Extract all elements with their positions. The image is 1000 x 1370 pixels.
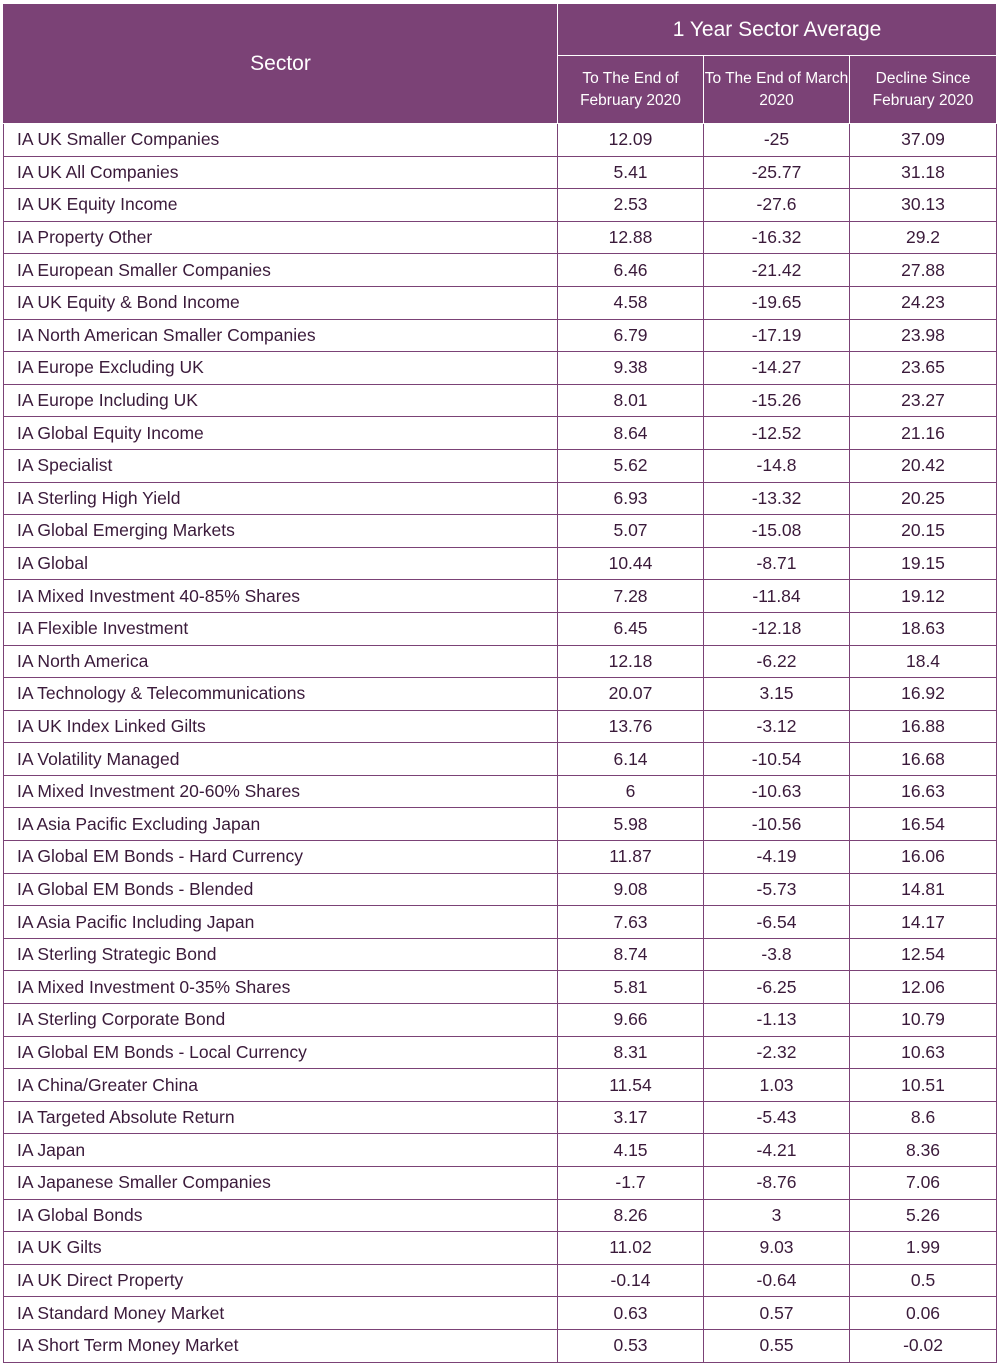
table-row (4, 417, 997, 450)
feb-2020-value-cell: 7.28 (558, 580, 704, 613)
mar-2020-value-cell: 0.57 (704, 1297, 850, 1330)
sector-name-cell: IA Japan (4, 1134, 558, 1167)
table-row (4, 971, 997, 1004)
sector-name-cell: IA Technology & Telecommunications (4, 678, 558, 711)
feb-2020-value-cell: 8.26 (558, 1199, 704, 1232)
decline-value-cell: 16.92 (850, 678, 997, 711)
sector-name-cell: IA Targeted Absolute Return (4, 1101, 558, 1134)
sector-performance-table (3, 3, 997, 1363)
mar-2020-value-cell: -6.54 (704, 906, 850, 939)
decline-value-cell: 18.4 (850, 645, 997, 678)
sector-name-cell: IA Short Term Money Market (4, 1329, 558, 1362)
mar-2020-value-cell: -3.12 (704, 710, 850, 743)
table-row (4, 1232, 997, 1265)
mar-2020-value-cell: 3.15 (704, 678, 850, 711)
decline-value-cell: 20.15 (850, 515, 997, 548)
feb-2020-value-cell: 9.08 (558, 873, 704, 906)
sector-name-cell: IA Global Equity Income (4, 417, 558, 450)
sector-name-cell: IA Standard Money Market (4, 1297, 558, 1330)
sector-name-cell: IA Europe Including UK (4, 384, 558, 417)
table-row (4, 1167, 997, 1200)
sector-name-cell: IA Sterling Corporate Bond (4, 1004, 558, 1037)
table-row (4, 841, 997, 874)
decline-value-cell: 8.36 (850, 1134, 997, 1167)
mar-2020-value-cell: -10.54 (704, 743, 850, 776)
table-row (4, 808, 997, 841)
table-row (4, 547, 997, 580)
decline-value-cell: 20.25 (850, 482, 997, 515)
decline-value-cell: 12.54 (850, 938, 997, 971)
sector-name-cell: IA UK All Companies (4, 156, 558, 189)
mar-2020-value-cell: -4.21 (704, 1134, 850, 1167)
feb-2020-value-cell: 10.44 (558, 547, 704, 580)
feb-2020-value-cell: 5.07 (558, 515, 704, 548)
decline-value-cell: 19.15 (850, 547, 997, 580)
mar-2020-column-header: To The End of March 2020 (704, 56, 850, 124)
mar-2020-value-cell: -11.84 (704, 580, 850, 613)
table-row (4, 352, 997, 385)
feb-2020-value-cell: 6.45 (558, 612, 704, 645)
sector-name-cell: IA China/Greater China (4, 1069, 558, 1102)
table-row (4, 189, 997, 222)
table-row (4, 1329, 997, 1362)
table-row (4, 645, 997, 678)
table-row (4, 254, 997, 287)
mar-2020-value-cell: -19.65 (704, 286, 850, 319)
decline-value-cell: 30.13 (850, 189, 997, 222)
table-row (4, 938, 997, 971)
table-row (4, 775, 997, 808)
decline-value-cell: 23.27 (850, 384, 997, 417)
feb-2020-value-cell: 6.14 (558, 743, 704, 776)
decline-value-cell: 0.06 (850, 1297, 997, 1330)
mar-2020-value-cell: -27.6 (704, 189, 850, 222)
mar-2020-value-cell: -4.19 (704, 841, 850, 874)
sector-name-cell: IA UK Direct Property (4, 1264, 558, 1297)
decline-value-cell: 21.16 (850, 417, 997, 450)
mar-2020-value-cell: -3.8 (704, 938, 850, 971)
mar-2020-value-cell: -6.25 (704, 971, 850, 1004)
table-body (4, 124, 997, 1363)
mar-2020-value-cell: -0.64 (704, 1264, 850, 1297)
table-row (4, 449, 997, 482)
sector-name-cell: IA Europe Excluding UK (4, 352, 558, 385)
decline-value-cell: 19.12 (850, 580, 997, 613)
feb-2020-value-cell: 6.46 (558, 254, 704, 287)
mar-2020-value-cell: -12.18 (704, 612, 850, 645)
table-row (4, 1199, 997, 1232)
decline-value-cell: 10.79 (850, 1004, 997, 1037)
sector-name-cell: IA Asia Pacific Including Japan (4, 906, 558, 939)
feb-2020-value-cell: 4.58 (558, 286, 704, 319)
feb-2020-value-cell: 6.93 (558, 482, 704, 515)
mar-2020-value-cell: -14.8 (704, 449, 850, 482)
mar-2020-value-cell: -8.76 (704, 1167, 850, 1200)
mar-2020-value-cell: -21.42 (704, 254, 850, 287)
mar-2020-value-cell: -5.43 (704, 1101, 850, 1134)
decline-value-cell: 16.06 (850, 841, 997, 874)
feb-2020-value-cell: 13.76 (558, 710, 704, 743)
mar-2020-value-cell: -12.52 (704, 417, 850, 450)
sector-name-cell: IA UK Equity & Bond Income (4, 286, 558, 319)
table-row (4, 286, 997, 319)
sector-name-cell: IA UK Gilts (4, 1232, 558, 1265)
sector-name-cell: IA Mixed Investment 40-85% Shares (4, 580, 558, 613)
sector-name-cell: IA Mixed Investment 20-60% Shares (4, 775, 558, 808)
mar-2020-value-cell: -14.27 (704, 352, 850, 385)
sector-name-cell: IA Flexible Investment (4, 612, 558, 645)
sector-name-cell: IA Specialist (4, 449, 558, 482)
feb-2020-value-cell: 5.98 (558, 808, 704, 841)
table-row (4, 384, 997, 417)
feb-2020-value-cell: 8.01 (558, 384, 704, 417)
decline-value-cell: 14.17 (850, 906, 997, 939)
mar-2020-value-cell: 3 (704, 1199, 850, 1232)
table-row (4, 580, 997, 613)
decline-column-header: Decline Since February 2020 (850, 56, 997, 124)
table-row (4, 1036, 997, 1069)
sector-name-cell: IA European Smaller Companies (4, 254, 558, 287)
table-row (4, 515, 997, 548)
decline-value-cell: 23.65 (850, 352, 997, 385)
decline-value-cell: 20.42 (850, 449, 997, 482)
decline-value-cell: 16.63 (850, 775, 997, 808)
sector-column-header: Sector (4, 4, 558, 124)
feb-2020-value-cell: 11.54 (558, 1069, 704, 1102)
decline-value-cell: 16.54 (850, 808, 997, 841)
table-row (4, 319, 997, 352)
mar-2020-value-cell: -2.32 (704, 1036, 850, 1069)
feb-2020-value-cell: -0.14 (558, 1264, 704, 1297)
sector-name-cell: IA UK Smaller Companies (4, 124, 558, 157)
feb-2020-value-cell: 20.07 (558, 678, 704, 711)
decline-value-cell: 0.5 (850, 1264, 997, 1297)
feb-2020-value-cell: 0.53 (558, 1329, 704, 1362)
feb-2020-value-cell: 12.18 (558, 645, 704, 678)
feb-2020-value-cell: 0.63 (558, 1297, 704, 1330)
mar-2020-value-cell: -10.56 (704, 808, 850, 841)
sector-name-cell: IA Global EM Bonds - Hard Currency (4, 841, 558, 874)
feb-2020-value-cell: 3.17 (558, 1101, 704, 1134)
table-row (4, 482, 997, 515)
feb-2020-value-cell: 6 (558, 775, 704, 808)
mar-2020-value-cell: -6.22 (704, 645, 850, 678)
decline-value-cell: 7.06 (850, 1167, 997, 1200)
table-row (4, 1264, 997, 1297)
mar-2020-value-cell: 1.03 (704, 1069, 850, 1102)
mar-2020-value-cell: -1.13 (704, 1004, 850, 1037)
feb-2020-value-cell: 5.81 (558, 971, 704, 1004)
mar-2020-value-cell: -25 (704, 124, 850, 157)
feb-2020-value-cell: 12.88 (558, 221, 704, 254)
mar-2020-value-cell: -13.32 (704, 482, 850, 515)
sector-name-cell: IA Global Emerging Markets (4, 515, 558, 548)
feb-2020-value-cell: 8.74 (558, 938, 704, 971)
decline-value-cell: -0.02 (850, 1329, 997, 1362)
mar-2020-value-cell: -10.63 (704, 775, 850, 808)
mar-2020-value-cell: -15.26 (704, 384, 850, 417)
table-row (4, 1101, 997, 1134)
feb-2020-value-cell: 8.64 (558, 417, 704, 450)
decline-value-cell: 37.09 (850, 124, 997, 157)
sector-name-cell: IA Volatility Managed (4, 743, 558, 776)
decline-value-cell: 1.99 (850, 1232, 997, 1265)
decline-value-cell: 16.68 (850, 743, 997, 776)
table-row (4, 1069, 997, 1102)
table-row (4, 156, 997, 189)
feb-2020-value-cell: 8.31 (558, 1036, 704, 1069)
table-row (4, 612, 997, 645)
table-row (4, 221, 997, 254)
feb-2020-value-cell: 5.41 (558, 156, 704, 189)
mar-2020-value-cell: -8.71 (704, 547, 850, 580)
decline-value-cell: 14.81 (850, 873, 997, 906)
table-row (4, 678, 997, 711)
sector-name-cell: IA Global Bonds (4, 1199, 558, 1232)
mar-2020-value-cell: -16.32 (704, 221, 850, 254)
feb-2020-value-cell: 9.38 (558, 352, 704, 385)
mar-2020-value-cell: -5.73 (704, 873, 850, 906)
mar-2020-value-cell: 0.55 (704, 1329, 850, 1362)
decline-value-cell: 24.23 (850, 286, 997, 319)
feb-2020-column-header: To The End of February 2020 (558, 56, 704, 124)
feb-2020-value-cell: 7.63 (558, 906, 704, 939)
decline-value-cell: 8.6 (850, 1101, 997, 1134)
decline-value-cell: 18.63 (850, 612, 997, 645)
decline-value-cell: 16.88 (850, 710, 997, 743)
mar-2020-value-cell: 9.03 (704, 1232, 850, 1265)
sector-name-cell: IA Property Other (4, 221, 558, 254)
table-row (4, 906, 997, 939)
sector-name-cell: IA Global (4, 547, 558, 580)
sector-name-cell: IA UK Index Linked Gilts (4, 710, 558, 743)
decline-value-cell: 31.18 (850, 156, 997, 189)
table-row (4, 1134, 997, 1167)
decline-value-cell: 29.2 (850, 221, 997, 254)
table-row (4, 1297, 997, 1330)
mar-2020-value-cell: -17.19 (704, 319, 850, 352)
table-row (4, 873, 997, 906)
table-row (4, 743, 997, 776)
feb-2020-value-cell: 5.62 (558, 449, 704, 482)
feb-2020-value-cell: 11.87 (558, 841, 704, 874)
sector-name-cell: IA Asia Pacific Excluding Japan (4, 808, 558, 841)
feb-2020-value-cell: 12.09 (558, 124, 704, 157)
table-row (4, 124, 997, 157)
feb-2020-value-cell: -1.7 (558, 1167, 704, 1200)
sector-name-cell: IA Mixed Investment 0-35% Shares (4, 971, 558, 1004)
feb-2020-value-cell: 6.79 (558, 319, 704, 352)
mar-2020-value-cell: -15.08 (704, 515, 850, 548)
feb-2020-value-cell: 9.66 (558, 1004, 704, 1037)
decline-value-cell: 23.98 (850, 319, 997, 352)
feb-2020-value-cell: 2.53 (558, 189, 704, 222)
feb-2020-value-cell: 4.15 (558, 1134, 704, 1167)
sector-name-cell: IA North American Smaller Companies (4, 319, 558, 352)
sector-name-cell: IA Sterling Strategic Bond (4, 938, 558, 971)
decline-value-cell: 10.51 (850, 1069, 997, 1102)
decline-value-cell: 10.63 (850, 1036, 997, 1069)
decline-value-cell: 12.06 (850, 971, 997, 1004)
sector-name-cell: IA Sterling High Yield (4, 482, 558, 515)
sector-name-cell: IA Global EM Bonds - Local Currency (4, 1036, 558, 1069)
sector-name-cell: IA UK Equity Income (4, 189, 558, 222)
sector-name-cell: IA Global EM Bonds - Blended (4, 873, 558, 906)
table-row (4, 710, 997, 743)
decline-value-cell: 27.88 (850, 254, 997, 287)
feb-2020-value-cell: 11.02 (558, 1232, 704, 1265)
sector-name-cell: IA North America (4, 645, 558, 678)
mar-2020-value-cell: -25.77 (704, 156, 850, 189)
sector-name-cell: IA Japanese Smaller Companies (4, 1167, 558, 1200)
decline-value-cell: 5.26 (850, 1199, 997, 1232)
one-year-average-group-header: 1 Year Sector Average (558, 4, 997, 56)
table-row (4, 1004, 997, 1037)
